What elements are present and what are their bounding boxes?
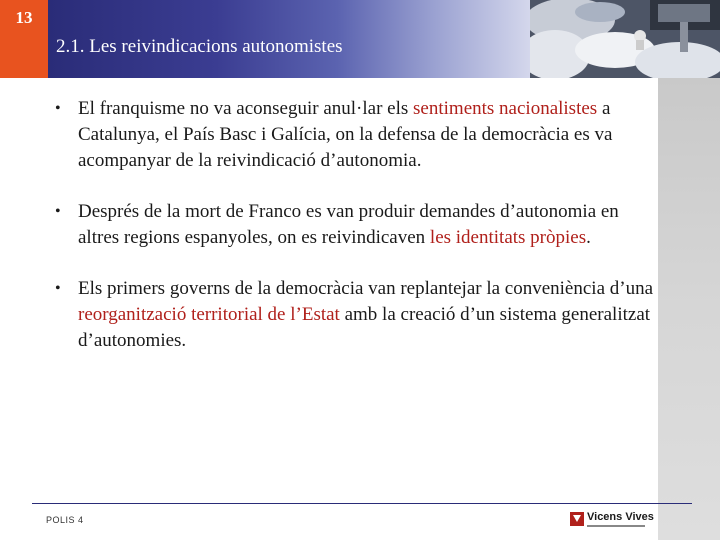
bullet-item (48, 199, 658, 251)
bullet-dot-icon: • (55, 100, 61, 117)
bullet-text: a Catalunya, el País Basc i Galícia, on la defensa de la democràcia es va acompanyar de la reivindicació d’autonomia. (78, 98, 613, 171)
bullet-dot-icon: • (55, 203, 61, 220)
bullet-text: Els primers governs de la democràcia van replantejar la conveniència d’una (78, 278, 654, 299)
logo-mark-icon (570, 512, 584, 526)
logo-underline (587, 525, 645, 527)
bullet-dot-icon: • (55, 280, 61, 297)
bullet-text: Després de la mort de Franco es van produir demandes d’autonomia en altres regions espanyoles, on es reivindicaven (78, 201, 619, 248)
slide-title: 2.1. Les reivindicacions autonomistes (56, 36, 343, 57)
slide-number-box (0, 0, 48, 78)
bullet-text: amb la creació d’un sistema generalitzat d’autonomies. (78, 304, 651, 351)
highlighted-text: reorganització territorial de l’Estat (78, 304, 340, 325)
logo-text: Vicens Vives (587, 511, 654, 523)
highlighted-text: sentiments nacionalistes (413, 98, 598, 119)
highlighted-text: les identitats pròpies (429, 227, 587, 248)
bullet-item (48, 96, 658, 174)
header-photo (530, 0, 720, 78)
bullet-text: . (586, 227, 591, 248)
bullet-list (48, 96, 658, 379)
publisher-logo (570, 510, 654, 530)
footer-rule (32, 503, 692, 504)
right-side-strip (658, 78, 720, 540)
bullet-item (48, 276, 658, 354)
bullet-text: El franquisme no va aconseguir anul·lar els (78, 98, 414, 119)
footer-label: POLIS 4 (46, 515, 84, 525)
slide-number: 13 (15, 8, 33, 27)
